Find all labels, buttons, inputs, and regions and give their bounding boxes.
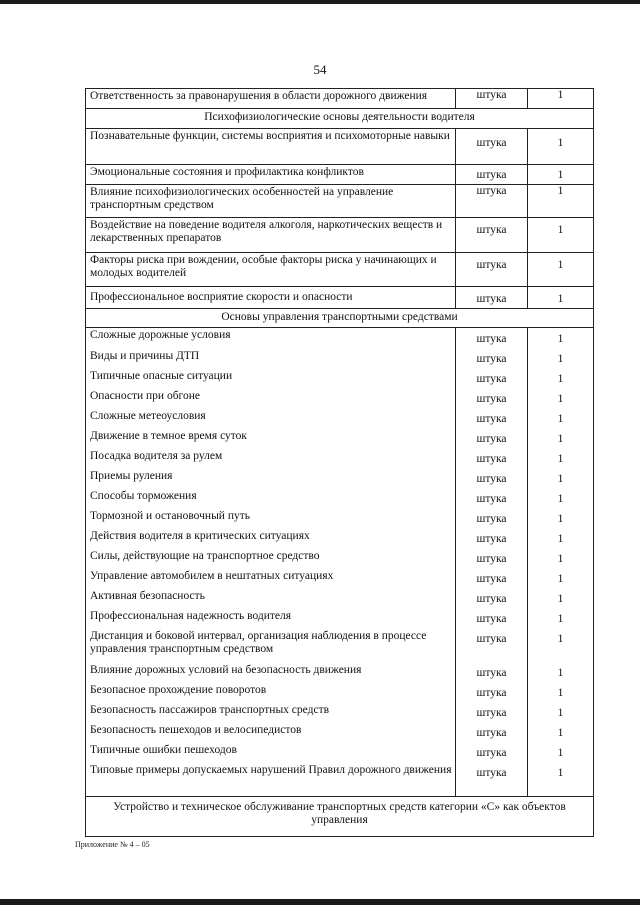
- item-qty: 1: [528, 218, 594, 253]
- section-title: Основы управления транспортными средствами: [86, 309, 594, 328]
- list-item-qty: 1: [557, 513, 564, 525]
- list-item: Способы торможения: [90, 490, 197, 502]
- item-name: Влияние психофизиологических особенностей на управление транспортным средством: [86, 185, 456, 218]
- list-item-unit: штука: [476, 473, 507, 485]
- list-item-qty: 1: [557, 373, 564, 385]
- list-item: Тормозной и остановочный путь: [90, 510, 251, 522]
- list-item-qty: 1: [557, 573, 564, 585]
- list-item-unit: штука: [476, 513, 507, 525]
- item-qty: 1: [528, 89, 594, 109]
- list-item-qty: 1: [557, 613, 564, 625]
- item-qty-column: [528, 328, 594, 797]
- list-item: Виды и причины ДТП: [90, 350, 200, 362]
- list-item-unit: штука: [476, 747, 507, 759]
- list-item: Влияние дорожных условий на безопасность движения: [90, 664, 362, 676]
- list-item-qty: 1: [557, 493, 564, 505]
- item-qty: 1: [528, 185, 594, 218]
- list-item-qty: 1: [557, 767, 564, 779]
- item-qty: 1: [528, 253, 594, 287]
- list-item-unit: штука: [476, 707, 507, 719]
- list-item-qty: 1: [557, 687, 564, 699]
- list-item-qty: 1: [557, 413, 564, 425]
- list-item: Безопасное прохождение поворотов: [90, 684, 267, 696]
- list-item-unit: штука: [476, 593, 507, 605]
- item-unit: штука: [456, 287, 528, 309]
- list-item: Сложные метеоусловия: [90, 410, 206, 422]
- list-item-unit: штука: [476, 373, 507, 385]
- list-item: Типовые примеры допускаемых нарушений Правил дорожного движения: [90, 764, 452, 776]
- list-item: Посадка водителя за рулем: [90, 450, 223, 462]
- list-item: Управление автомобилем в нештатных ситуациях: [90, 570, 334, 582]
- item-unit: штука: [456, 218, 528, 253]
- section-header: [86, 109, 594, 129]
- list-item-qty: 1: [557, 333, 564, 345]
- item-names-column: [86, 328, 456, 797]
- item-qty: 1: [528, 129, 594, 165]
- list-item-qty: 1: [557, 453, 564, 465]
- scan-edge-top: [0, 0, 640, 4]
- list-item-qty: 1: [557, 473, 564, 485]
- table-row: [86, 287, 594, 309]
- equipment-table: [85, 88, 594, 837]
- item-name: Эмоциональные состояния и профилактика конфликтов: [86, 165, 456, 185]
- list-item-unit: штука: [476, 393, 507, 405]
- item-unit: штука: [456, 185, 528, 218]
- list-item-unit: штука: [476, 433, 507, 445]
- list-item: Активная безопасность: [90, 590, 205, 602]
- list-item-unit: штука: [476, 353, 507, 365]
- table-row: [86, 185, 594, 218]
- list-item: Действия водителя в критических ситуациях: [90, 530, 310, 542]
- list-item-unit: штука: [476, 667, 507, 679]
- list-item-qty: 1: [557, 533, 564, 545]
- list-item-qty: 1: [557, 667, 564, 679]
- table-row: [86, 129, 594, 165]
- list-item-unit: штука: [476, 687, 507, 699]
- list-item: Приемы руления: [90, 470, 173, 482]
- list-item-unit: штука: [476, 453, 507, 465]
- list-item: Дистанция и боковой интервал, организация наблюдения в процессе управления транспортным средством: [90, 630, 427, 656]
- list-item: Опасности при обгоне: [90, 390, 200, 402]
- list-item: Безопасность пешеходов и велосипедистов: [90, 724, 302, 736]
- item-name: Профессиональное восприятие скорости и опасности: [86, 287, 456, 309]
- list-item-unit: штука: [476, 767, 507, 779]
- section-header: [86, 797, 594, 837]
- appendix-note: Приложение № 4 – 05: [75, 840, 150, 849]
- page-number: 54: [313, 62, 327, 77]
- table-row: [86, 253, 594, 287]
- item-unit: штука: [456, 89, 528, 109]
- list-item-unit: штука: [476, 553, 507, 565]
- list-item-unit: штука: [476, 727, 507, 739]
- item-name: Ответственность за правонарушения в области дорожного движения: [86, 89, 456, 109]
- list-item-qty: 1: [557, 747, 564, 759]
- section-title: Устройство и техническое обслуживание транспортных средств категории «С» как объектов управления: [86, 797, 594, 837]
- item-qty: 1: [528, 287, 594, 309]
- scan-edge-bottom: [0, 899, 640, 905]
- item-unit: штука: [456, 165, 528, 185]
- list-item-qty: 1: [557, 707, 564, 719]
- list-item: Типичные опасные ситуации: [90, 370, 233, 382]
- item-name: Воздействие на поведение водителя алкоголя, наркотических веществ и лекарственных препаратов: [86, 218, 456, 253]
- section-body: [86, 328, 594, 797]
- list-item-unit: штука: [476, 533, 507, 545]
- list-item-qty: 1: [557, 633, 564, 645]
- item-qty: 1: [528, 165, 594, 185]
- item-unit: штука: [456, 129, 528, 165]
- section-header: [86, 309, 594, 328]
- list-item: Типичные ошибки пешеходов: [90, 744, 237, 756]
- list-item-qty: 1: [557, 393, 564, 405]
- list-item-unit: штука: [476, 333, 507, 345]
- list-item-qty: 1: [557, 553, 564, 565]
- table-row: [86, 89, 594, 109]
- item-units-column: [456, 328, 528, 797]
- list-item-unit: штука: [476, 633, 507, 645]
- list-item-qty: 1: [557, 593, 564, 605]
- list-item-unit: штука: [476, 413, 507, 425]
- list-item-qty: 1: [557, 727, 564, 739]
- section-title: Психофизиологические основы деятельности водителя: [86, 109, 594, 129]
- list-item-qty: 1: [557, 353, 564, 365]
- list-item: Профессиональная надежность водителя: [90, 610, 292, 622]
- item-name: Познавательные функции, системы восприятия и психомоторные навыки: [86, 129, 456, 165]
- list-item-unit: штука: [476, 573, 507, 585]
- list-item-unit: штука: [476, 493, 507, 505]
- list-item: Сложные дорожные условия: [90, 329, 231, 341]
- item-unit: штука: [456, 253, 528, 287]
- list-item: Безопасность пассажиров транспортных средств: [90, 704, 330, 716]
- item-name: Факторы риска при вождении, особые факторы риска у начинающих и молодых водителей: [86, 253, 456, 287]
- list-item-qty: 1: [557, 433, 564, 445]
- table-row: [86, 218, 594, 253]
- table-row: [86, 165, 594, 185]
- list-item: Движение в темное время суток: [90, 430, 247, 442]
- list-item-unit: штука: [476, 613, 507, 625]
- list-item: Силы, действующие на транспортное средство: [90, 550, 320, 562]
